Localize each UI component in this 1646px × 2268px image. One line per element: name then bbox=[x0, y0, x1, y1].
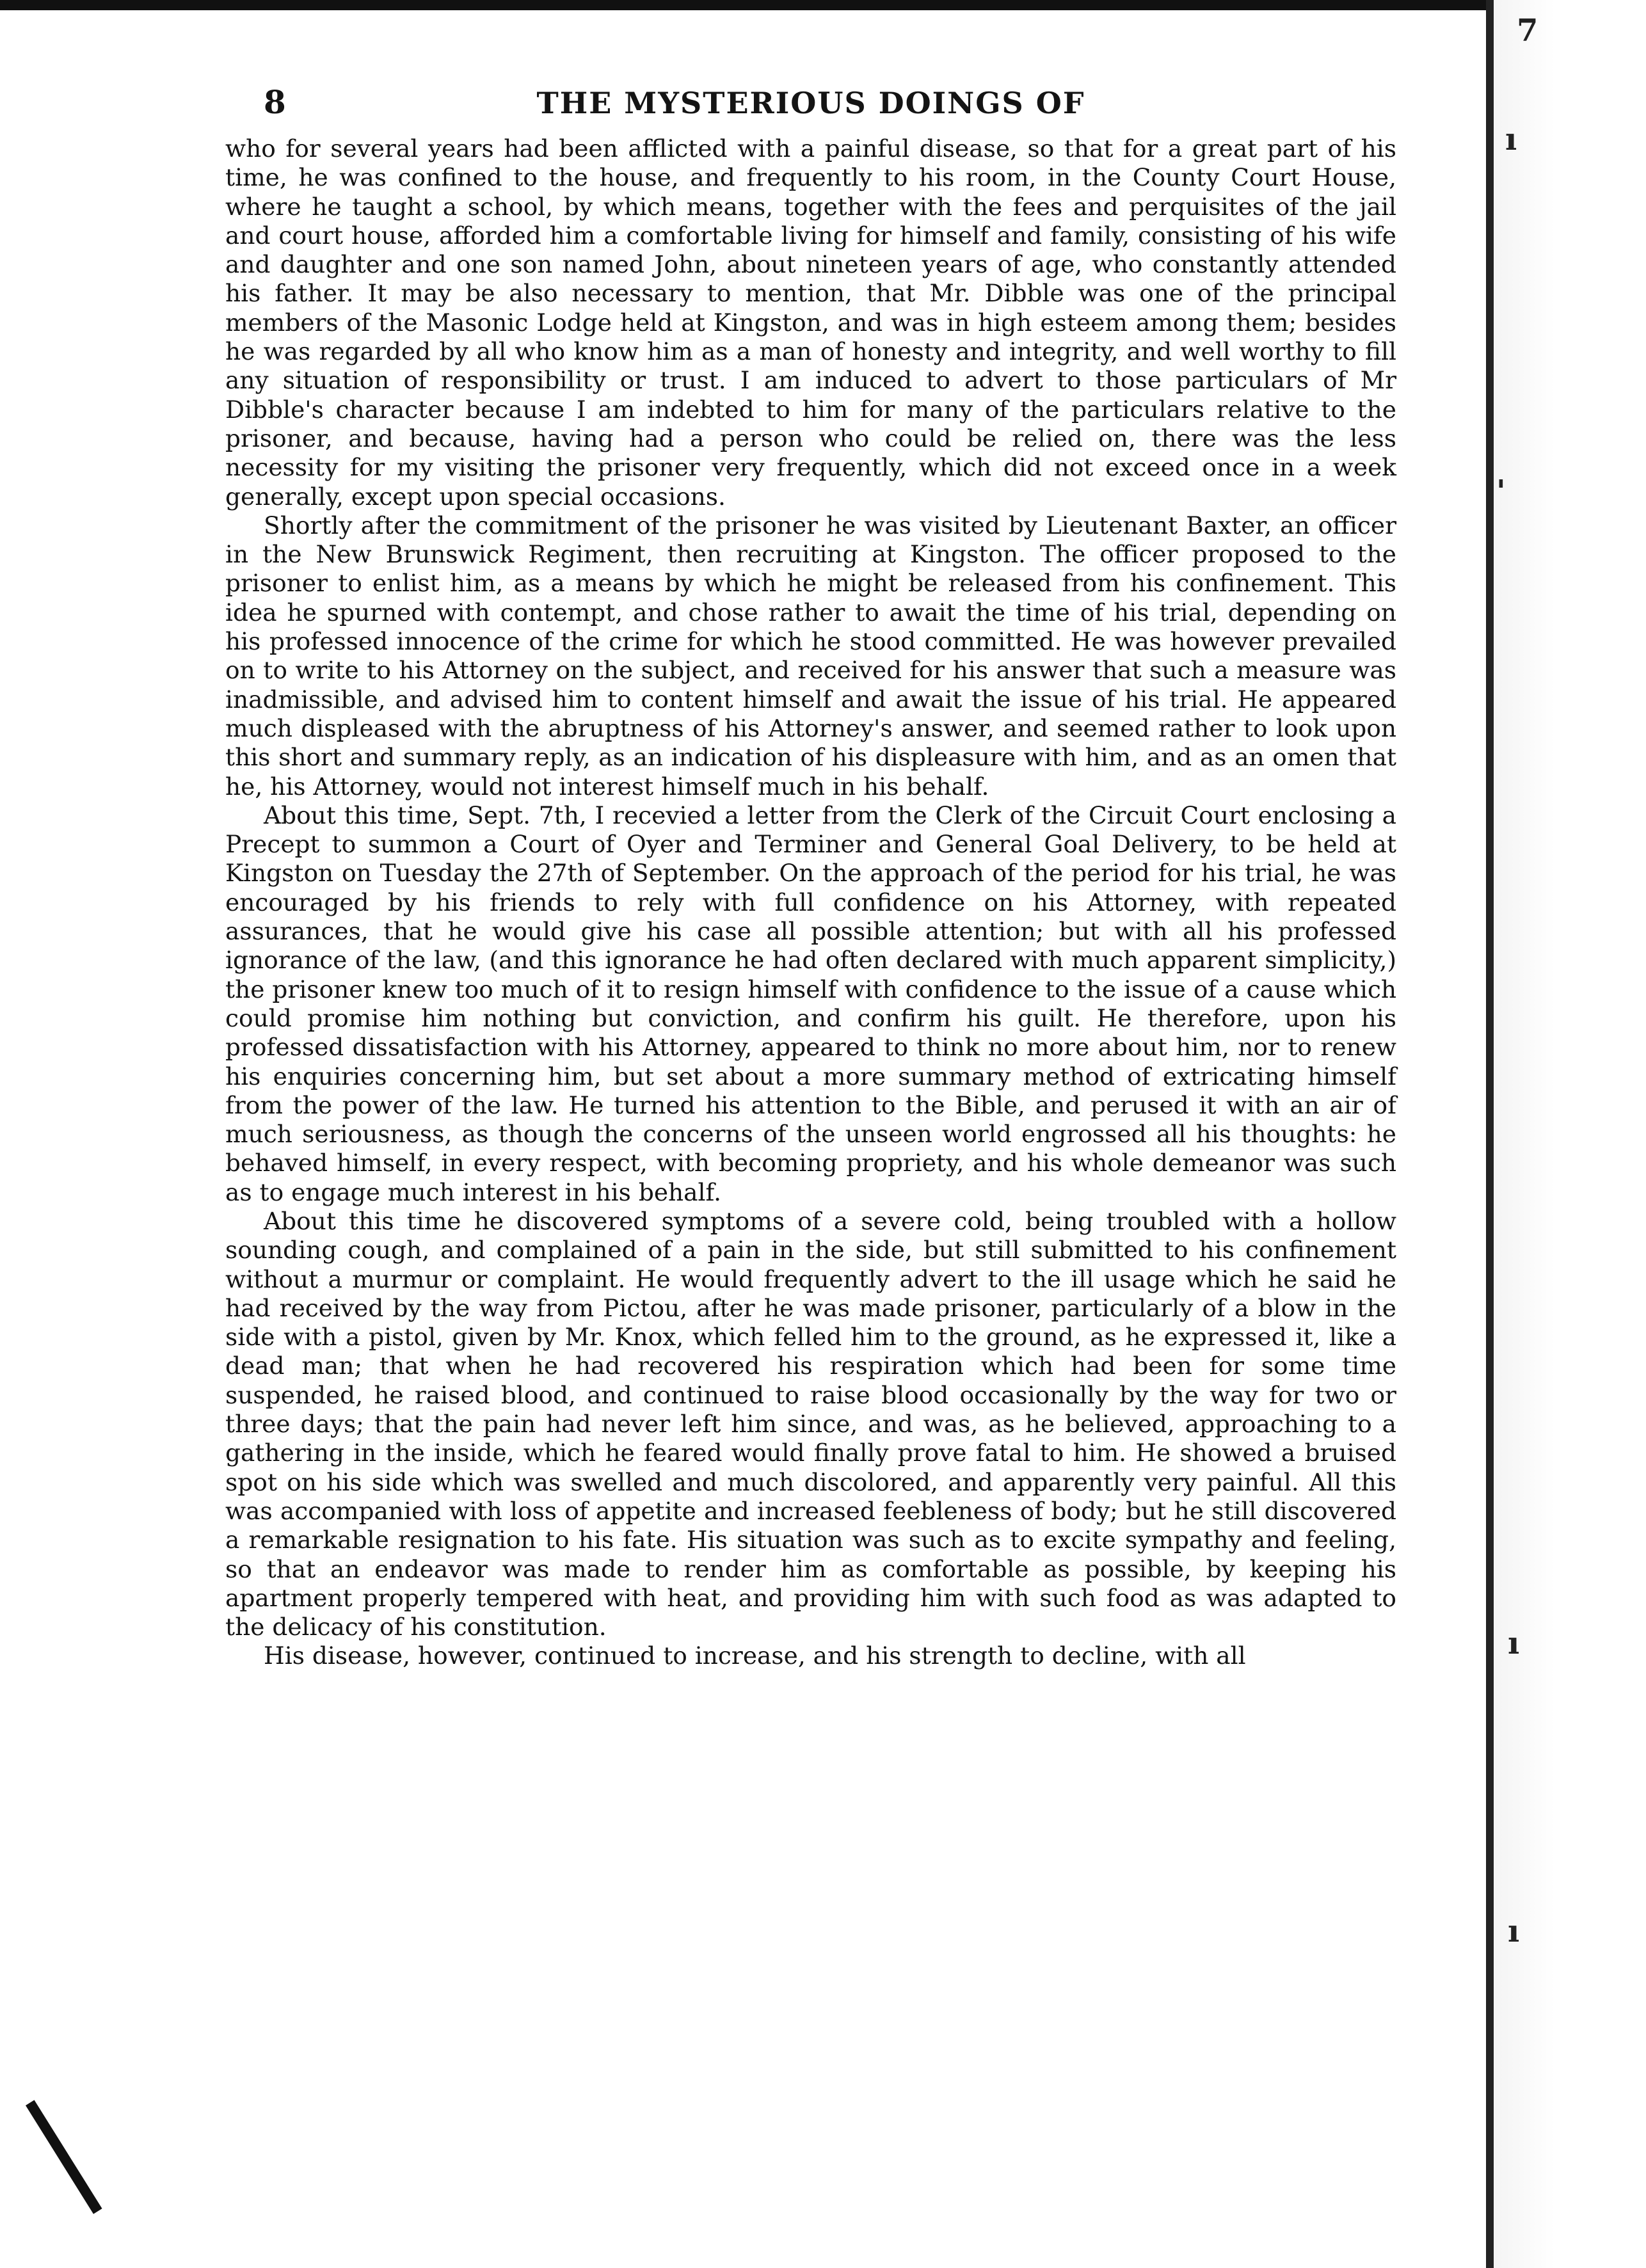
book-page bbox=[225, 70, 1396, 2003]
bleed-mark: ' bbox=[1496, 474, 1506, 509]
bleed-mark: ı bbox=[1508, 1625, 1520, 1661]
paragraph: About this time, Sept. 7th, I recevied a letter from the Clerk of the Circuit Court enclosing a Precept to summon a Court of Oyer and Terminer and General Goal Delivery, to be held at Kingston on Tuesday the 27th of September. On the approach of the period for his trial, he was encouraged by his friends to rely with full confidence on his Attorney, with repeated assurances, that he would give his case all possible attention; but with all his professed ignorance of the law, (and this ignorance he had often declared with much apparent simplicity,) the prisoner knew too much of it to resign himself with confidence to the issue of a cause which could promise him nothing but conviction, and confirm his guilt. He therefore, upon his professed dissatisfaction with his Attorney, appeared to think no more about him, nor to renew his enquiries concerning him, but set about a more summary method of extricating himself from the power of the law. He turned his attention to the Bible, and perused it with an air of much seriousness, as though the concerns of the unseen world engrossed all his thoughts: he behaved himself, in every respect, with becoming propriety, and his whole demeanor was such as to engage much interest in his behalf. bbox=[225, 801, 1396, 1206]
body-text bbox=[225, 134, 1396, 1671]
page-number: 8 bbox=[264, 83, 286, 121]
paragraph: Shortly after the commitment of the prisoner he was visited by Lieutenant Baxter, an officer in the New Brunswick Regiment, then recruiting at Kingston. The officer proposed to the prisoner to enlist him, as a means by which he might be released from his confinement. This idea he spurned with contempt, and chose rather to await the time of his trial, depending on his professed innocence of the crime for which he stood committed. He was however prevailed on to write to his Attorney on the subject, and received for his answer that such a measure was inadmissible, and advised him to content himself and await the issue of his trial. He appeared much displeased with the abruptness of his Attorney's answer, and seemed rather to look upon this short and summary reply, as an indication of his displeasure with him, and as an omen that he, his Attorney, would not interest himself much in his behalf. bbox=[225, 511, 1396, 801]
scan-artifact bbox=[26, 2100, 102, 2214]
paragraph: About this time he discovered symptoms of a severe cold, being troubled with a hollow sounding cough, and complained of a pain in the side, but still submitted to his confinement without a murmur or complaint. He would frequently advert to the ill usage which he said he had received by the way from Pictou, after he was made prisoner, particularly of a blow in the side with a pistol, given by Mr. Knox, which felled him to the ground, as he expressed it, like a dead man; that when he had recovered his respiration which had been for some time suspended, he raised blood, and continued to raise blood occasionally by the way for two or three days; that the pain had never left him since, and was, as he believed, approaching to a gathering in the inside, which he feared would finally prove fatal to him. He showed a bruised spot on his side which was swelled and much discolored, and apparently very painful. All this was accompanied with loss of appetite and increased feebleness of body; but he still discovered a remarkable resignation to his fate. His situation was such as to excite sympathy and feeling, so that an endeavor was made to render him as comfortable as possible, by keeping his apartment properly tempered with heat, and providing him with such food as was adapted to the delicacy of his constitution. bbox=[225, 1206, 1396, 1641]
running-title: THE MYSTERIOUS DOINGS OF bbox=[536, 86, 1085, 120]
paragraph: His disease, however, continued to increase, and his strength to decline, with all bbox=[264, 1641, 1246, 1670]
scan-border-right bbox=[1486, 0, 1494, 2268]
bleed-mark: ı bbox=[1508, 1913, 1520, 1949]
bleed-mark: ı bbox=[1505, 122, 1517, 157]
page-header bbox=[225, 70, 1396, 134]
facing-page-bleed bbox=[1494, 0, 1646, 2268]
scan-border-top bbox=[0, 0, 1498, 10]
paragraph: who for several years had been afflicted with a painful disease, so that for a great part of his time, he was confined to the house, and frequently to his room, in the County Court House, where he taught a school, by which means, together with the fees and perquisites of the jail and court house, afforded him a comfortable living for himself and family, consisting of his wife and daughter and one son named John, about nineteen years of age, who constantly attended his father. It may be also necessary to mention, that Mr. Dibble was one of the principal members of the Masonic Lodge held at Kingston, and was in high esteem among them; besides he was regarded by all who know him as a man of honesty and integrity, and well worthy to fill any situation of responsibility or trust. I am induced to advert to those particulars of Mr Dibble's character because I am indebted to him for many of the particulars relative to the prisoner, and because, having had a person who could be relied on, there was the less necessity for my visiting the prisoner very frequently, which did not exceed once in a week generally, except upon special occasions. bbox=[225, 134, 1396, 511]
bleed-mark: 7 bbox=[1517, 13, 1538, 49]
